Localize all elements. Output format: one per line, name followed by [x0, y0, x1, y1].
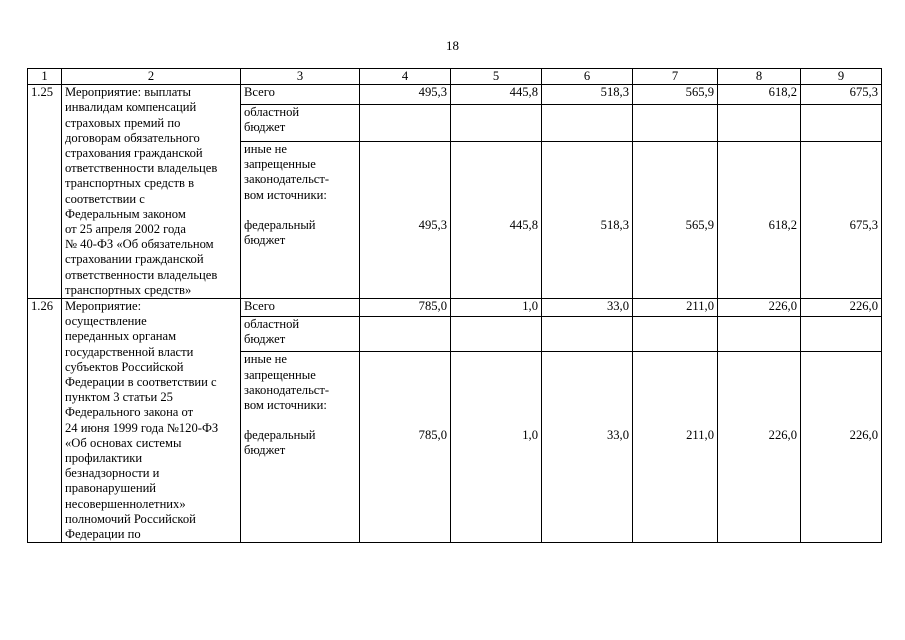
spacer [244, 413, 356, 428]
empty-cell [718, 104, 801, 142]
federal-value [718, 352, 801, 543]
regional-budget-label [241, 104, 360, 142]
spacer [804, 352, 878, 428]
federal-value [633, 142, 718, 299]
header-cell: 4 [360, 69, 451, 85]
federal-value-text: 33,0 [606, 428, 629, 443]
federal-value [451, 142, 542, 299]
text-line: правонарушений [65, 481, 157, 496]
spacer [721, 142, 797, 218]
table-row [28, 299, 882, 317]
page-number: 18 [446, 38, 459, 53]
row-index: 1.26 [28, 299, 62, 543]
spacer [545, 142, 629, 218]
text-line: областной [244, 317, 300, 332]
empty-cell [360, 317, 451, 352]
federal-value-text: 518,3 [600, 217, 629, 232]
text-line: транспортных средств в [65, 176, 195, 191]
text-line: от 25 апреля 2002 года [65, 222, 186, 237]
budget-table [27, 68, 882, 543]
total-value: 618,2 [718, 85, 801, 104]
text-line: Мероприятие: выплаты [65, 85, 191, 100]
federal-value [542, 352, 633, 543]
federal-value [451, 352, 542, 543]
text-line: ответственности владельцев [65, 267, 218, 282]
empty-cell [542, 104, 633, 142]
federal-value [633, 352, 718, 543]
total-value: 675,3 [801, 85, 882, 104]
spacer [545, 352, 629, 428]
empty-cell [718, 317, 801, 352]
text-line: переданных органам [65, 329, 177, 344]
spacer [454, 142, 538, 218]
text-line: вом источники: [244, 397, 327, 412]
federal-value [542, 142, 633, 299]
text-line: субъектов Российской [65, 359, 184, 374]
text-line: договорам обязательного [65, 130, 200, 145]
federal-value-text: 785,0 [418, 428, 447, 443]
text-line: бюджет [244, 119, 286, 134]
text-line: иные не [244, 142, 288, 157]
empty-cell [542, 317, 633, 352]
total-value: 1,0 [451, 299, 542, 317]
text-line: законодательст- [244, 382, 330, 397]
total-label: Всего [241, 299, 360, 317]
spacer [636, 142, 714, 218]
federal-value-text: 618,2 [768, 217, 797, 232]
spacer [363, 142, 447, 218]
header-row [28, 69, 882, 85]
empty-cell [360, 104, 451, 142]
total-label: Всего [241, 85, 360, 104]
total-value: 226,0 [718, 299, 801, 317]
federal-value-text: 565,9 [685, 217, 714, 232]
total-value: 445,8 [451, 85, 542, 104]
regional-budget-label [241, 317, 360, 352]
header-cell: 7 [633, 69, 718, 85]
row-index: 1.25 [28, 85, 62, 299]
total-value: 565,9 [633, 85, 718, 104]
text-line: полномочий Российской [65, 511, 196, 526]
spacer [454, 352, 538, 428]
text-line: страховании гражданской [65, 252, 204, 267]
federal-value [801, 142, 882, 299]
text-line: вом источники: [244, 187, 327, 202]
federal-value-text: 211,0 [686, 428, 714, 443]
text-line: бюджет [244, 233, 286, 248]
text-line: профилактики [65, 451, 143, 466]
federal-value-text: 226,0 [849, 428, 878, 443]
table-row [28, 85, 882, 104]
text-line: Федерации по [65, 527, 141, 542]
text-line: Федеральным законом [65, 206, 186, 221]
text-line: областной [244, 104, 300, 119]
federal-value [718, 142, 801, 299]
other-sources-label [241, 142, 360, 299]
text-line: «Об основах системы [65, 435, 182, 450]
header-cell: 1 [28, 69, 62, 85]
total-value: 226,0 [801, 299, 882, 317]
text-line: несовершеннолетних» [65, 496, 186, 511]
empty-cell [633, 104, 718, 142]
total-value: 33,0 [542, 299, 633, 317]
text-line: законодательст- [244, 172, 330, 187]
text-line: 24 июня 1999 года №120-ФЗ [65, 420, 219, 435]
total-value: 785,0 [360, 299, 451, 317]
federal-value-text: 495,3 [418, 217, 447, 232]
spacer [363, 352, 447, 428]
text-line: ответственности владельцев [65, 161, 218, 176]
text-line: федеральный [244, 428, 316, 443]
row-description [62, 85, 241, 299]
text-line: бюджет [244, 443, 286, 458]
header-cell: 8 [718, 69, 801, 85]
text-line: страхования гражданской [65, 146, 203, 161]
spacer [804, 142, 878, 218]
text-line: Мероприятие: [65, 299, 142, 314]
empty-cell [633, 317, 718, 352]
other-sources-label [241, 352, 360, 543]
header-cell: 6 [542, 69, 633, 85]
empty-cell [801, 104, 882, 142]
total-value: 495,3 [360, 85, 451, 104]
federal-value [360, 142, 451, 299]
text-line: федеральный [244, 217, 316, 232]
federal-value-text: 445,8 [509, 217, 538, 232]
federal-value-text: 226,0 [768, 428, 797, 443]
header-cell: 9 [801, 69, 882, 85]
text-line: бюджет [244, 332, 286, 347]
text-line: соответствии с [65, 191, 145, 206]
text-line: инвалидам компенсаций [65, 100, 197, 115]
spacer [244, 203, 356, 218]
header-cell: 5 [451, 69, 542, 85]
federal-value [360, 352, 451, 543]
header-cell: 2 [62, 69, 241, 85]
text-line: № 40-ФЗ «Об обязательном [65, 237, 214, 252]
empty-cell [451, 104, 542, 142]
federal-value [801, 352, 882, 543]
spacer [721, 352, 797, 428]
empty-cell [801, 317, 882, 352]
text-line: Федерального закона от [65, 405, 194, 420]
federal-value-text: 1,0 [522, 428, 538, 443]
text-line: государственной власти [65, 344, 194, 359]
text-line: Федерации в соответствии с [65, 375, 217, 390]
row-description [62, 299, 241, 543]
empty-cell [451, 317, 542, 352]
spacer [636, 352, 714, 428]
text-line: пунктом 3 статьи 25 [65, 390, 173, 405]
text-line: запрещенные [244, 157, 316, 172]
text-line: транспортных средств» [65, 282, 192, 297]
text-line: запрещенные [244, 367, 316, 382]
federal-value-text: 675,3 [849, 217, 878, 232]
text-line: осуществление [65, 314, 147, 329]
text-line: страховых премий по [65, 115, 181, 130]
text-line: безнадзорности и [65, 466, 160, 481]
text-line: иные не [244, 352, 288, 367]
total-value: 518,3 [542, 85, 633, 104]
total-value: 211,0 [633, 299, 718, 317]
header-cell: 3 [241, 69, 360, 85]
